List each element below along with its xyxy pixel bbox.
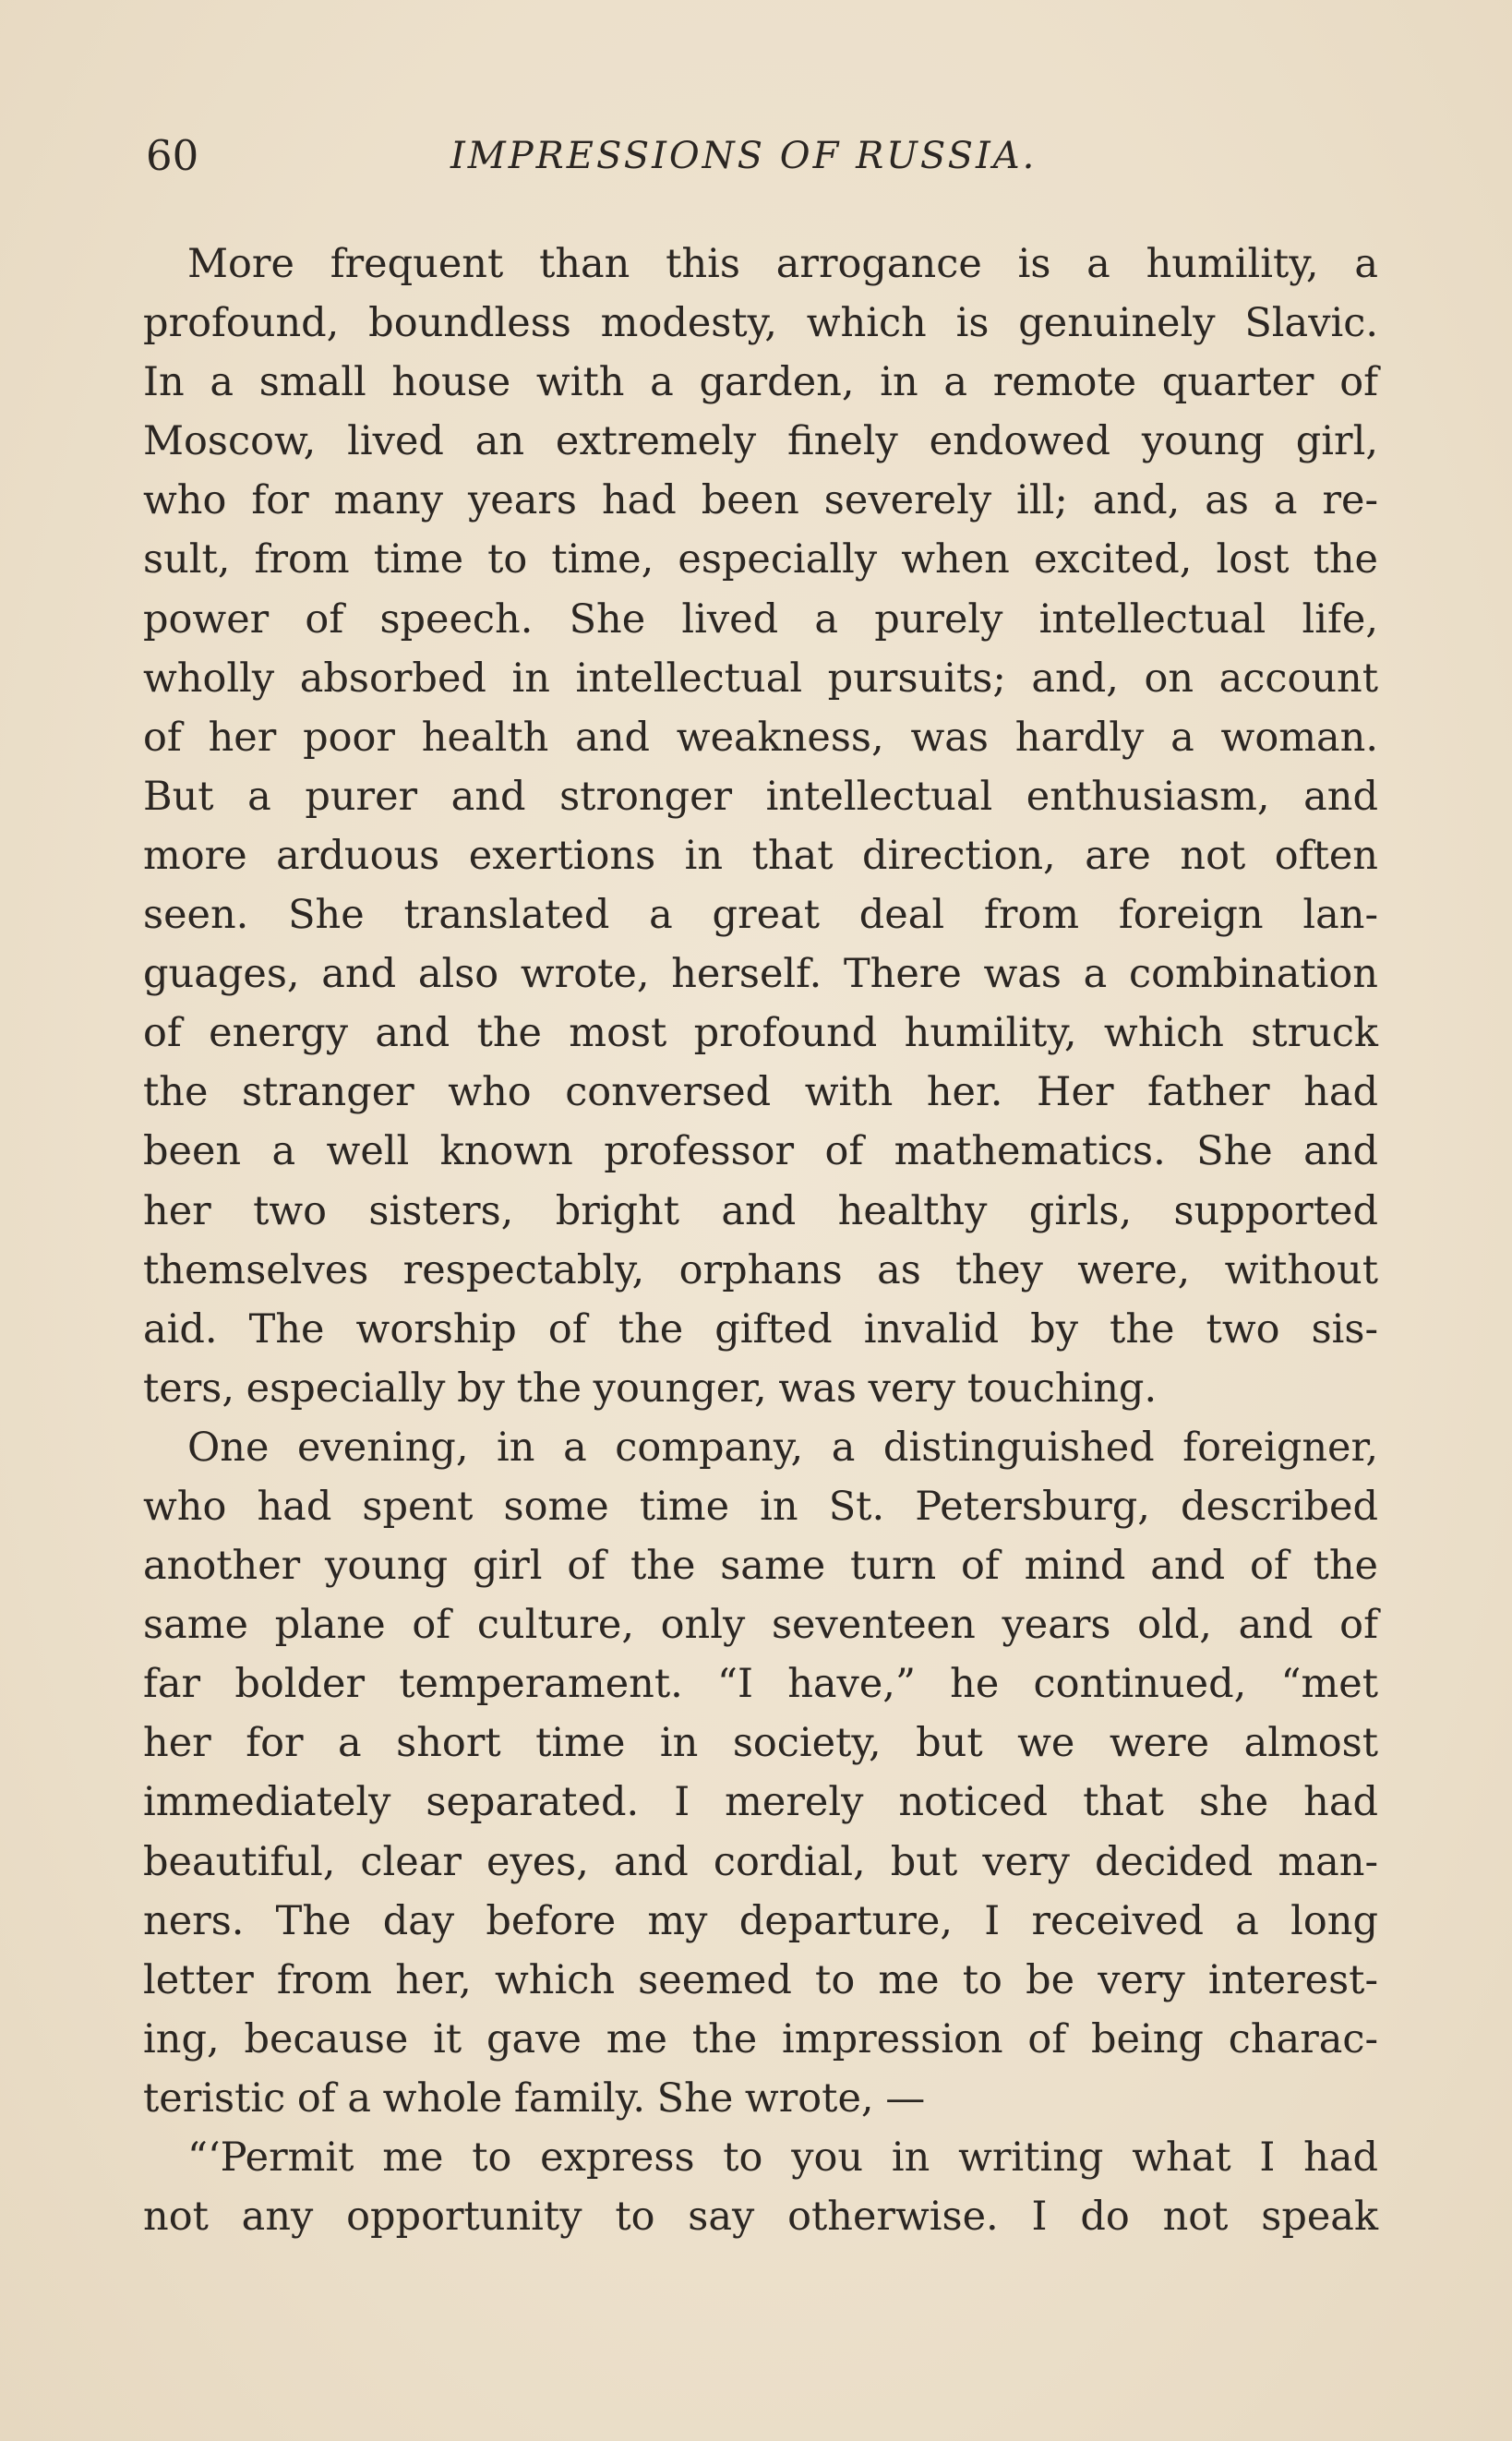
text-line: of energy and the most profound humility, which struck	[143, 1010, 1378, 1057]
text-line: teristic of a whole family. She wrote, —	[143, 2074, 926, 2122]
text-line: One evening, in a company, a distinguished foreigner,	[187, 1424, 1378, 1471]
text-line: far bolder temperament. “I have,” he continued, “met	[143, 1661, 1378, 1708]
text-line: ners. The day before my departure, I received a long	[143, 1897, 1378, 1944]
text-line: ing, because it gave me the impression of being charac-	[143, 2015, 1378, 2062]
text-line: But a purer and stronger intellectual enthusiasm, and	[143, 773, 1378, 820]
text-line: the stranger who conversed with her. Her father had	[143, 1069, 1378, 1116]
text-line: seen. She translated a great deal from foreign lan-	[143, 892, 1378, 939]
text-line: beautiful, clear eyes, and cordial, but very decided man-	[143, 1838, 1378, 1885]
text-line: ters, especially by the younger, was very touching.	[143, 1365, 1158, 1412]
text-line: profound, boundless modesty, which is genuinely Slavic.	[143, 300, 1378, 347]
text-line: aid. The worship of the gifted invalid by the two sis-	[143, 1305, 1378, 1353]
running-title: IMPRESSIONS OF RUSSIA.	[450, 135, 1038, 177]
text-line: who for many years had been severely ill; and, as a re-	[143, 477, 1378, 524]
text-line: In a small house with a garden, in a remote quarter of	[143, 359, 1378, 406]
text-line: guages, and also wrote, herself. There was a combination	[143, 951, 1378, 998]
text-line: been a well known professor of mathematics. She and	[143, 1128, 1378, 1175]
text-line: another young girl of the same turn of mind and of the	[143, 1543, 1378, 1590]
text-line: letter from her, which seemed to me to be very interest-	[143, 1956, 1378, 2003]
body-text	[143, 234, 1378, 2246]
text-line: immediately separated. I merely noticed that she had	[143, 1779, 1378, 1826]
page-number: 60	[146, 131, 199, 180]
text-line: sult, from time to time, especially when excited, lost the	[143, 536, 1378, 583]
text-line: themselves respectably, orphans as they were, without	[143, 1246, 1378, 1293]
text-line: not any opportunity to say otherwise. I do not speak	[143, 2194, 1378, 2241]
text-line: “‘Permit me to express to you in writing what I had	[187, 2134, 1378, 2181]
text-line: same plane of culture, only seventeen years old, and of	[143, 1602, 1378, 1649]
text-line: Moscow, lived an extremely finely endowed young girl,	[143, 418, 1378, 465]
text-line: her for a short time in society, but we were almost	[143, 1720, 1378, 1767]
text-line: more arduous exertions in that direction, are not often	[143, 832, 1378, 879]
running-head	[146, 124, 1383, 188]
text-line: power of speech. She lived a purely intellectual life,	[143, 595, 1378, 643]
text-line: of her poor health and weakness, was hardly a woman.	[143, 714, 1378, 761]
text-line: wholly absorbed in intellectual pursuits; and, on account	[143, 655, 1378, 702]
text-line: More frequent than this arrogance is a humility, a	[187, 241, 1378, 287]
text-line: who had spent some time in St. Petersburg, described	[143, 1483, 1378, 1530]
text-line: her two sisters, bright and healthy girls, supported	[143, 1187, 1378, 1234]
